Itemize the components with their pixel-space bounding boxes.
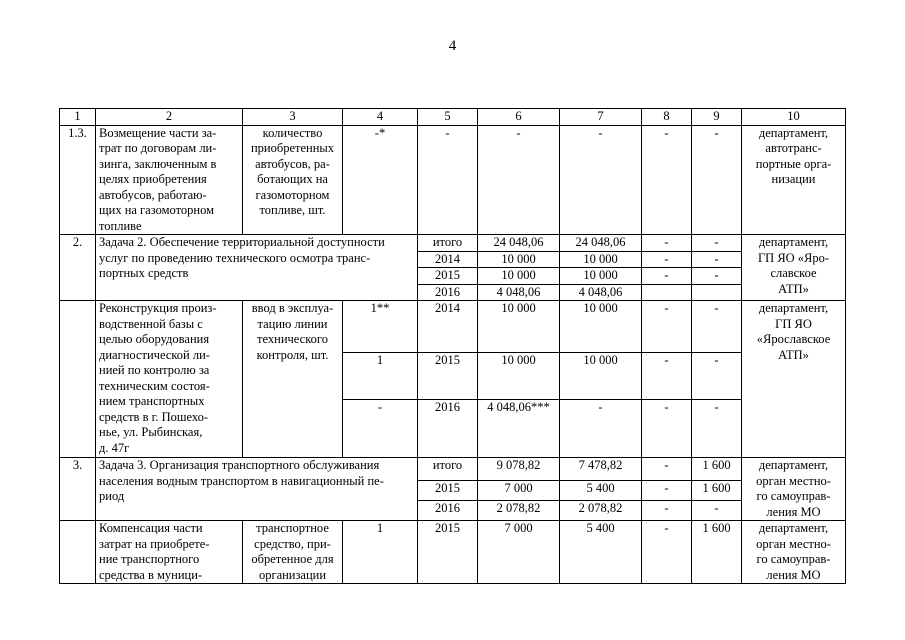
text-line: трат по договорам ли-: [99, 141, 217, 155]
year-cell: 2015: [418, 521, 478, 584]
text-line: департамент,: [758, 521, 829, 535]
text-line: технического: [257, 332, 328, 346]
text-line: риод: [99, 489, 125, 503]
cell-value: -: [692, 251, 742, 268]
text-line: ГП ЯО: [775, 316, 812, 331]
table-row: [60, 458, 846, 481]
cell-value: [642, 284, 692, 301]
cell-value: -: [478, 125, 560, 235]
text-line: приобретенных: [250, 141, 335, 155]
cell-value: -: [692, 268, 742, 285]
col-number: 2: [96, 109, 243, 126]
cell-value: [692, 284, 742, 301]
text-line: техническим состоя-: [99, 378, 210, 393]
cell-value: -: [642, 400, 692, 458]
text-line: портные орга-: [755, 156, 832, 171]
cell-value: 10 000: [478, 268, 560, 285]
year-cell: 2016: [418, 501, 478, 521]
text-line: тацию линии: [257, 316, 328, 331]
executor: [742, 125, 846, 235]
text-line: д. 47г: [99, 440, 130, 455]
text-line: диагностической ли-: [99, 347, 210, 362]
text-line: топливе: [99, 218, 142, 233]
cell-value: 4 048,06***: [478, 400, 560, 458]
text-line: газомоторном: [255, 187, 330, 202]
text-line: автобусов, ра-: [255, 156, 330, 171]
col-number: 3: [243, 109, 343, 126]
year-cell: итого: [418, 235, 478, 252]
text-line: департамент,: [758, 458, 829, 472]
text-line: «Ярославское: [756, 332, 831, 346]
year-cell: 2016: [418, 400, 478, 458]
col-number: 8: [642, 109, 692, 126]
task-title: [96, 458, 418, 521]
year-cell: 2014: [418, 251, 478, 268]
cell-value: -: [418, 125, 478, 235]
cell-value: 2 078,82: [478, 501, 560, 521]
col-number: 5: [418, 109, 478, 126]
cell-value: 1**: [343, 301, 418, 353]
cell-value: -: [692, 501, 742, 521]
cell-value: 1 600: [692, 481, 742, 501]
cell-value: 10 000: [560, 301, 642, 353]
text-line: количество: [262, 125, 323, 140]
cell-value: -: [692, 400, 742, 458]
executor: [742, 521, 846, 584]
indicator: [243, 125, 343, 235]
measure-name: [96, 521, 243, 584]
cell-value: -: [642, 268, 692, 285]
cell-value: 1 600: [692, 521, 742, 584]
page-number: 4: [448, 38, 457, 54]
text-line: го самоуправ-: [756, 552, 831, 566]
cell-value: -: [692, 125, 742, 235]
cell-value: -*: [343, 125, 418, 235]
text-line: обретенное для: [251, 552, 334, 566]
text-line: затрат на приобрете-: [99, 536, 210, 551]
cell-value: 24 048,06: [560, 235, 642, 252]
cell-value: 5 400: [560, 521, 642, 584]
cell-value: -: [692, 353, 742, 400]
cell-value: 1: [343, 521, 418, 584]
task-title: [96, 235, 418, 301]
cell-value: 7 000: [478, 481, 560, 501]
table-row: [60, 301, 846, 353]
measure-name: [96, 301, 243, 458]
cell-value: 9 078,82: [478, 458, 560, 481]
year-cell: 2016: [418, 284, 478, 301]
text-line: услуг по проведению технического осмотра транс-: [99, 250, 371, 265]
text-line: населения водным транспортом в навигационный пе-: [99, 473, 384, 488]
indicator: [243, 301, 343, 458]
row-number: 2.: [60, 235, 96, 301]
text-line: низации: [771, 172, 816, 186]
text-line: департамент,: [758, 125, 829, 140]
cell-value: -: [692, 235, 742, 252]
text-line: го самоуправ-: [756, 489, 831, 503]
executor: [742, 301, 846, 458]
cell-value: 10 000: [478, 301, 560, 353]
text-line: топливе, шт.: [259, 203, 326, 217]
text-line: ввод в эксплуа-: [251, 301, 334, 315]
executor: [742, 235, 846, 301]
cell-value: -: [642, 353, 692, 400]
text-line: ления МО: [766, 567, 821, 582]
col-number: 9: [692, 109, 742, 126]
col-number: 7: [560, 109, 642, 126]
col-number: 4: [343, 109, 418, 126]
cell-value: -: [560, 125, 642, 235]
cell-value: -: [642, 235, 692, 252]
text-line: водственной базы с: [99, 316, 203, 331]
measure-name: [96, 125, 243, 235]
text-line: средств в г. Пошехо-: [99, 409, 209, 424]
cell-value: 10 000: [560, 353, 642, 400]
text-line: нием транспортных: [99, 394, 205, 408]
cell-value: 4 048,06: [478, 284, 560, 301]
text-line: транспортное: [256, 521, 329, 535]
cell-value: -: [642, 501, 692, 521]
year-cell: 2015: [418, 481, 478, 501]
text-line: ления МО: [766, 504, 821, 519]
text-line: Компенсация части: [99, 521, 203, 535]
text-line: нье, ул. Рыбинская,: [99, 425, 203, 439]
cell-value: 4 048,06: [560, 284, 642, 301]
text-line: Задача 2. Обеспечение территориальной доступности: [99, 235, 385, 249]
text-line: зинга, заключенным в: [99, 156, 217, 171]
row-number: [60, 521, 96, 584]
row-number: 1.3.: [60, 125, 96, 235]
text-line: щих на газомоторном: [99, 203, 215, 217]
text-line: автобусов, работаю-: [99, 187, 207, 202]
cell-value: -: [343, 400, 418, 458]
col-number: 6: [478, 109, 560, 126]
text-line: Задача 3. Организация транспортного обслуживания: [99, 458, 380, 472]
text-line: средство, при-: [254, 536, 331, 551]
text-line: департамент,: [758, 301, 829, 315]
table-row: [60, 125, 846, 235]
text-line: Реконструкция произ-: [99, 301, 217, 315]
text-line: контроля, шт.: [256, 347, 329, 362]
cell-value: -: [642, 125, 692, 235]
text-line: организации: [258, 567, 327, 582]
text-line: средства в муници-: [99, 567, 203, 582]
text-line: департамент,: [758, 235, 829, 249]
cell-value: 7 478,82: [560, 458, 642, 481]
cell-value: 1: [343, 353, 418, 400]
col-number: 1: [60, 109, 96, 126]
year-cell: 2015: [418, 353, 478, 400]
cell-value: -: [642, 251, 692, 268]
cell-value: 10 000: [560, 251, 642, 268]
text-line: портных средств: [99, 266, 189, 280]
cell-value: 1 600: [692, 458, 742, 481]
program-table: [59, 108, 846, 584]
cell-value: -: [642, 458, 692, 481]
cell-value: -: [692, 301, 742, 353]
cell-value: -: [642, 481, 692, 501]
header-row: [60, 109, 846, 126]
row-number: [60, 301, 96, 458]
table-row: [60, 235, 846, 252]
executor: [742, 458, 846, 521]
year-cell: 2015: [418, 268, 478, 285]
row-number: 3.: [60, 458, 96, 521]
text-line: ботающих на: [257, 172, 328, 186]
year-cell: итого: [418, 458, 478, 481]
text-line: целях приобретения: [99, 172, 207, 186]
cell-value: -: [642, 301, 692, 353]
year-cell: 2014: [418, 301, 478, 353]
cell-value: 10 000: [478, 251, 560, 268]
table-row: [60, 521, 846, 584]
text-line: орган местно-: [756, 473, 831, 488]
text-line: АТП»: [778, 281, 809, 296]
cell-value: -: [642, 521, 692, 584]
cell-value: 7 000: [478, 521, 560, 584]
text-line: ГП ЯО «Яро-: [757, 250, 830, 265]
text-line: Возмещение части за-: [99, 125, 217, 140]
text-line: нией по контролю за: [99, 363, 210, 377]
text-line: целью оборудования: [99, 332, 210, 346]
cell-value: 10 000: [560, 268, 642, 285]
text-line: ние транспортного: [99, 552, 200, 566]
cell-value: -: [560, 400, 642, 458]
text-line: славское: [770, 266, 817, 280]
text-line: орган местно-: [756, 536, 831, 551]
indicator: [243, 521, 343, 584]
cell-value: 24 048,06: [478, 235, 560, 252]
col-number: 10: [742, 109, 846, 126]
text-line: АТП»: [778, 347, 809, 362]
cell-value: 5 400: [560, 481, 642, 501]
cell-value: 2 078,82: [560, 501, 642, 521]
cell-value: 10 000: [478, 353, 560, 400]
text-line: автотранс-: [765, 141, 822, 155]
